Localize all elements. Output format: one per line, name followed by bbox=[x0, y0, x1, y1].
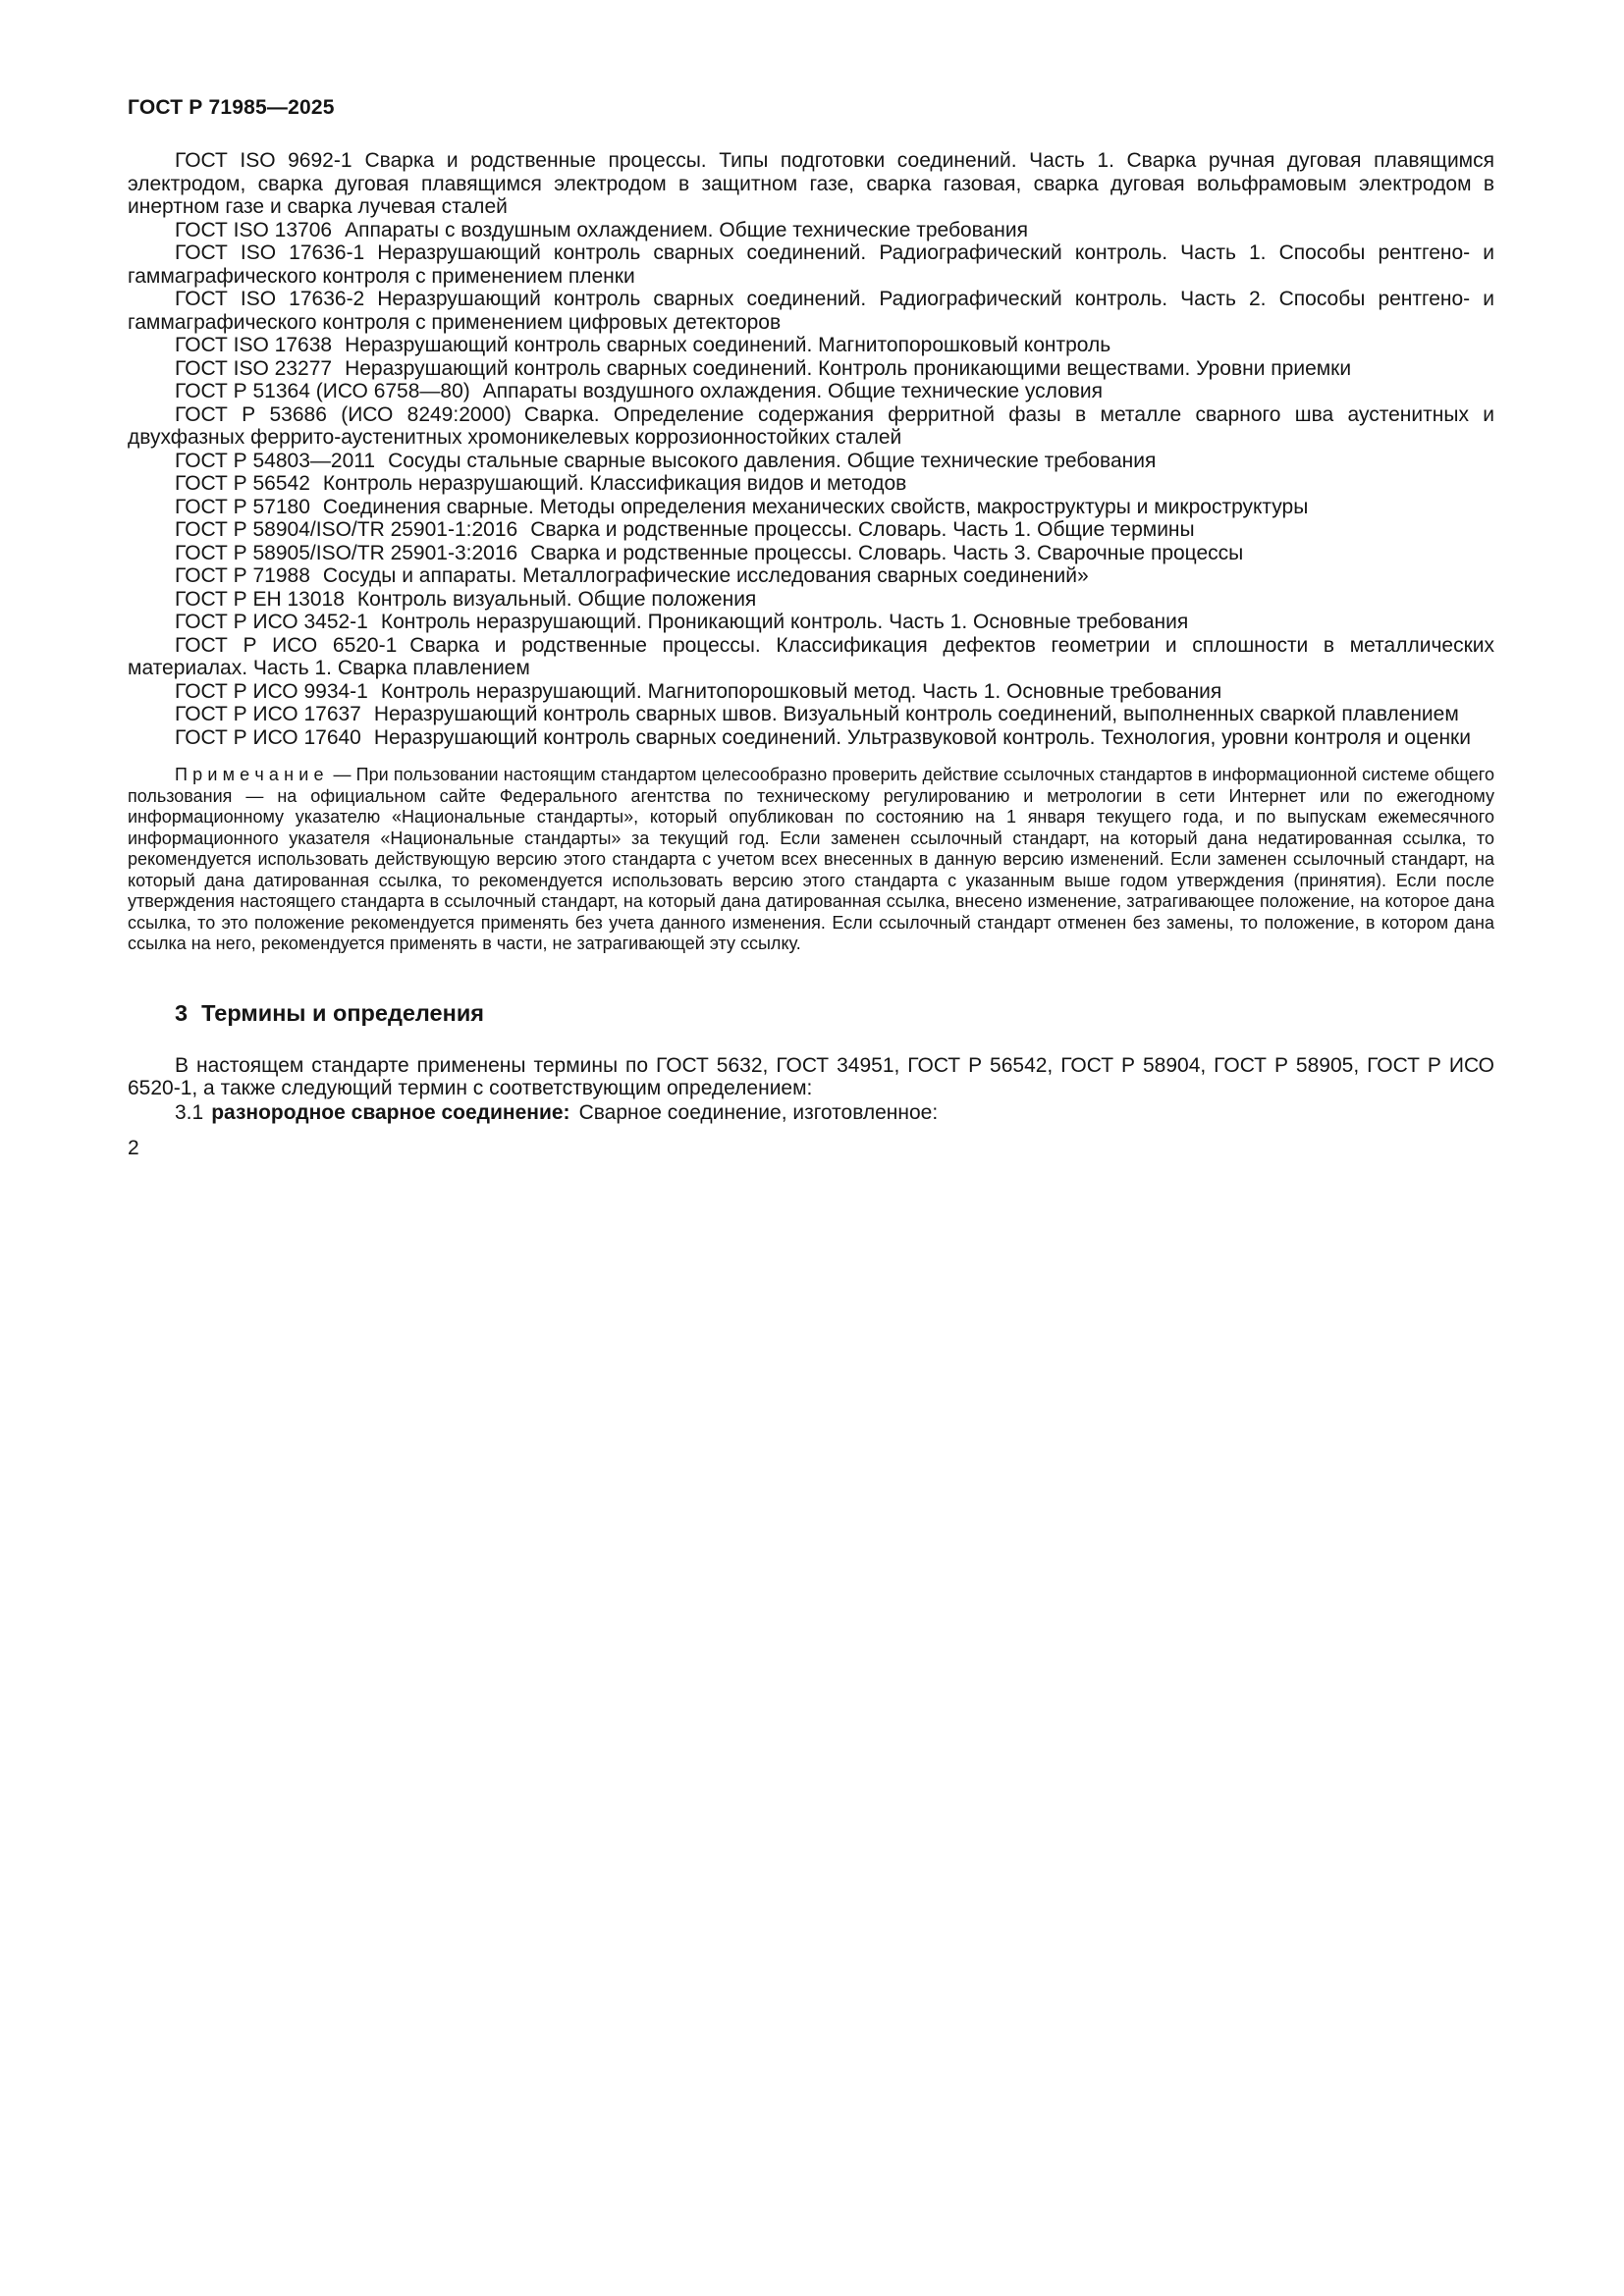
reference-title: Сосуды и аппараты. Металлографические исследования сварных соединений» bbox=[322, 564, 1089, 587]
reference-title: Сварка и родственные процессы. Словарь. Часть 3. Сварочные процессы bbox=[530, 541, 1244, 564]
reference-code: ГОСТ Р 58905/ISO/TR 25901-3:2016 bbox=[175, 541, 518, 564]
reference-item bbox=[128, 680, 1494, 704]
reference-code: ГОСТ Р 54803—2011 bbox=[175, 449, 376, 472]
note-paragraph bbox=[128, 765, 1494, 955]
normative-references-list bbox=[128, 149, 1494, 749]
reference-item bbox=[128, 450, 1494, 473]
reference-item bbox=[128, 542, 1494, 565]
reference-title: Контроль визуальный. Общие положения bbox=[356, 587, 757, 611]
reference-title: Контроль неразрушающий. Магнитопорошковый метод. Часть 1. Основные требования bbox=[380, 679, 1222, 703]
reference-title: Аппараты с воздушным охлаждением. Общие технические требования bbox=[345, 218, 1028, 241]
reference-code: ГОСТ Р 71988 bbox=[175, 564, 310, 587]
reference-item bbox=[128, 588, 1494, 612]
note-text: — При пользовании настоящим стандартом целесообразно проверить действие ссылочных стандартов в информационной системе общего пользования — на официальном сайте Федерального агентства по техническому регулированию и метрологии в сети Интернет или по ежегодному информационному указателю «Национальные стандарты», который опубликован по состоянию на 1 января текущего года, и по выпускам ежемесячного информационного указателя «Национальные стандарты» за текущий год. Если заменен ссылочный стандарт, на который дана недатированная ссылка, то рекомендуется использовать действующую версию этого стандарта с учетом всех внесенных в данную версию изменений. Если заменен ссылочный стандарт, на который дана датированная ссылка, то рекомендуется использовать версию этого стандарта с указанным выше годом утверждения (принятия). Если после утверждения настоящего стандарта в ссылочный стандарт, на который дана датированная ссылка, внесено изменение, затрагивающее положение, на которое дана ссылка, то это положение рекомендуется применять без учета данного изменения. Если ссылочный стандарт отменен без замены, то положение, в котором дана ссылка на него, рекомендуется применять в части, не затрагивающей эту ссылку. bbox=[128, 765, 1494, 953]
reference-item bbox=[128, 496, 1494, 519]
reference-item bbox=[128, 611, 1494, 634]
reference-item bbox=[128, 357, 1494, 381]
reference-title: Неразрушающий контроль сварных соединений. Радиографический контроль. Часть 1. Способы рентгено- и гаммаграфического контроля с применением пленки bbox=[128, 241, 1494, 288]
term-number: 3.1 bbox=[175, 1100, 204, 1124]
reference-title: Неразрушающий контроль сварных швов. Визуальный контроль соединений, выполненных сваркой плавлением bbox=[373, 703, 1459, 725]
reference-title: Неразрушающий контроль сварных соединений. Контроль проникающими веществами. Уровни приемки bbox=[345, 356, 1352, 380]
reference-item bbox=[128, 403, 1494, 450]
reference-code: ГОСТ Р ИСО 3452-1 bbox=[175, 611, 368, 633]
reference-code: ГОСТ ISO 17636-2 bbox=[175, 288, 365, 310]
reference-title: Соединения сварные. Методы определения механических свойств, макроструктуры и микроструктуры bbox=[322, 495, 1309, 518]
reference-title: Неразрушающий контроль сварных соединений. Магнитопорошковый контроль bbox=[345, 334, 1111, 356]
section-heading bbox=[128, 1000, 1494, 1027]
reference-item bbox=[128, 703, 1494, 726]
reference-item bbox=[128, 564, 1494, 588]
reference-item bbox=[128, 334, 1494, 357]
term-definition: Сварное соединение, изготовленное: bbox=[578, 1100, 939, 1124]
page-content bbox=[128, 96, 1494, 1160]
reference-code: ГОСТ Р 53686 (ИСО 8249:2000) bbox=[175, 402, 512, 426]
reference-item bbox=[128, 726, 1494, 750]
terms-intro-paragraph: В настоящем стандарте применены термины по ГОСТ 5632, ГОСТ 34951, ГОСТ Р 56542, ГОСТ Р 58904, ГОСТ Р 58905, ГОСТ Р ИСО 6520-1, а также следующий термин с соответствующим определением: bbox=[128, 1053, 1494, 1099]
reference-code: ГОСТ Р ЕН 13018 bbox=[175, 587, 345, 611]
reference-item bbox=[128, 472, 1494, 496]
reference-item bbox=[128, 634, 1494, 680]
reference-code: ГОСТ Р 51364 (ИСО 6758—80) bbox=[175, 380, 470, 402]
reference-code: ГОСТ ISO 17638 bbox=[175, 334, 333, 356]
reference-title: Аппараты воздушного охлаждения. Общие технические условия bbox=[482, 380, 1104, 402]
reference-item bbox=[128, 380, 1494, 403]
section-number: 3 bbox=[175, 999, 189, 1026]
reference-code: ГОСТ Р ИСО 9934-1 bbox=[175, 679, 368, 703]
reference-code: ГОСТ ISO 13706 bbox=[175, 218, 333, 241]
reference-item bbox=[128, 288, 1494, 334]
reference-code: ГОСТ Р ИСО 6520-1 bbox=[175, 633, 398, 657]
reference-title: Контроль неразрушающий. Проникающий контроль. Часть 1. Основные требования bbox=[380, 611, 1189, 633]
reference-code: ГОСТ Р 56542 bbox=[175, 472, 310, 495]
reference-title: Неразрушающий контроль сварных соединений. Радиографический контроль. Часть 2. Способы рентгено- и гаммаграфического контроля с применением цифровых детекторов bbox=[128, 288, 1494, 334]
term-definition-paragraph bbox=[128, 1101, 1494, 1125]
reference-code: ГОСТ Р ИСО 17637 bbox=[175, 703, 361, 725]
reference-title: Сварка и родственные процессы. Типы подготовки соединений. Часть 1. Сварка ручная дуговая плавящимся электродом, сварка дуговая плавящимся электродом в защитном газе, сварка газовая, сварка дуговая вольфрамовым электродом в инертном газе и сварка лучевая сталей bbox=[128, 149, 1494, 218]
term-name: разнородное сварное соединение: bbox=[211, 1100, 570, 1124]
reference-item bbox=[128, 518, 1494, 542]
reference-title: Сосуды стальные сварные высокого давления. Общие технические требования bbox=[388, 449, 1157, 472]
reference-code: ГОСТ Р 57180 bbox=[175, 495, 310, 518]
reference-title: Контроль неразрушающий. Классификация видов и методов bbox=[322, 472, 907, 495]
page-number: 2 bbox=[128, 1137, 139, 1159]
section-title: Термины и определения bbox=[201, 999, 484, 1026]
reference-code: ГОСТ ISO 9692-1 bbox=[175, 149, 352, 172]
document-code-header: ГОСТ Р 71985—2025 bbox=[128, 96, 335, 119]
reference-code: ГОСТ Р ИСО 17640 bbox=[175, 725, 361, 749]
reference-item bbox=[128, 149, 1494, 219]
reference-title: Сварка и родственные процессы. Классификация дефектов геометрии и сплошности в металлических материалах. Часть 1. Сварка плавлением bbox=[128, 633, 1494, 679]
reference-item bbox=[128, 241, 1494, 288]
note-label: П р и м е ч а н и е bbox=[175, 765, 324, 784]
reference-code: ГОСТ ISO 17636-1 bbox=[175, 241, 365, 264]
reference-title: Сварка и родственные процессы. Словарь. Часть 1. Общие термины bbox=[530, 518, 1195, 541]
reference-code: ГОСТ ISO 23277 bbox=[175, 356, 333, 380]
reference-title: Неразрушающий контроль сварных соединений. Ультразвуковой контроль. Технология, уровни контроля и оценки bbox=[373, 725, 1471, 749]
reference-item bbox=[128, 219, 1494, 242]
reference-code: ГОСТ Р 58904/ISO/TR 25901-1:2016 bbox=[175, 518, 518, 541]
reference-title: Сварка. Определение содержания ферритной фазы в металле сварного шва аустенитных и двухфазных феррито-аустенитных хромоникелевых коррозионностойких сталей bbox=[128, 402, 1494, 449]
